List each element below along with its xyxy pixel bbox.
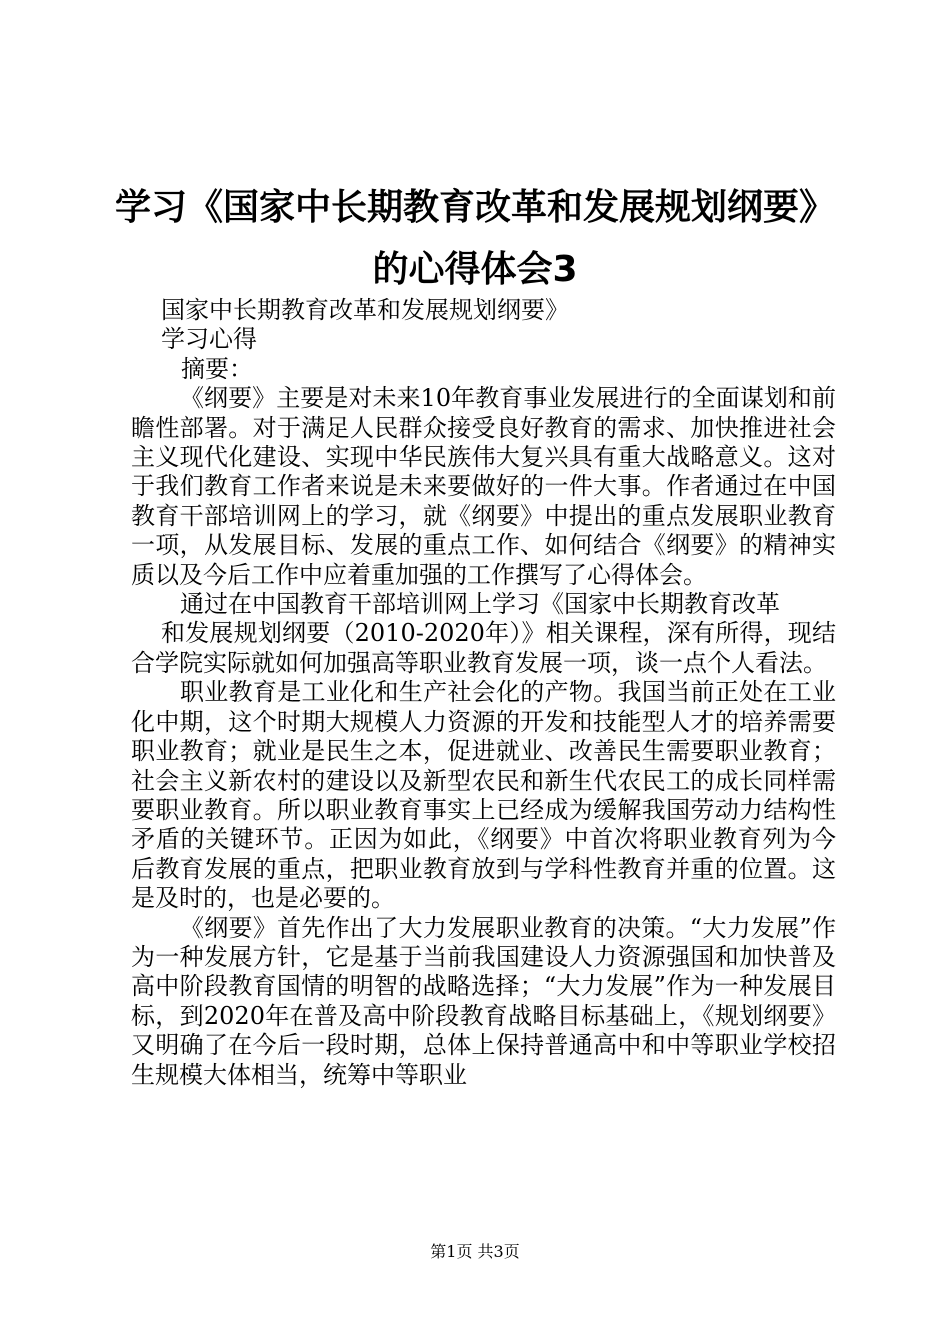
abstract-label: 摘要：: [181, 354, 253, 383]
paragraph: 《纲要》主要是对未来10年教育事业发展进行的全面谋划和前瞻性部署。对于满足人民群众接受良好教育的需求、加快推进社会主义现代化建设、实现中华民族伟大复兴具有重大战略意义。这对于我们教育工作者来说是未来要做好的一件大事。作者通过在中国教育干部培训网上的学习，就《纲要》中提出的重点发展职业教育一项，从发展目标、发展的重点工作、如何结合《纲要》的精神实质以及今后工作中应着重加强的工作撰写了心得体会。: [131, 384, 836, 589]
document-title-line-1: 学习《国家中长期教育改革和发展规划纲要》: [114, 187, 835, 228]
subtitle-line: 国家中长期教育改革和发展规划纲要》: [161, 296, 569, 324]
paragraph: 和发展规划纲要（2010-2020年）》相关课程，深有所得，现结合学院实际就如何加强高等职业教育发展一项，谈一点个人看法。: [131, 619, 836, 677]
paragraph: 通过在中国教育干部培训网上学习《国家中长期教育改革: [180, 590, 780, 619]
document-body: [131, 296, 836, 1090]
subtitle-line: 学习心得: [161, 325, 257, 354]
page-footer: 第1页 共3页: [430, 1242, 520, 1261]
paragraph: 职业教育是工业化和生产社会化的产物。我国当前正处在工业化中期，这个时期大规模人力资源的开发和技能型人才的培养需要职业教育；就业是民生之本，促进就业、改善民生需要职业教育；社会主义新农村的建设以及新型农民和新生代农民工的成长同样需要职业教育。所以职业教育事实上已经成为缓解我国劳动力结构性矛盾的关键环节。正因为如此，《纲要》中首次将职业教育列为今后教育发展的重点，把职业教育放到与学科性教育并重的位置。这是及时的，也是必要的。: [131, 678, 836, 913]
paragraph: 《纲要》首先作出了大力发展职业教育的决策。“大力发展”作为一种发展方针，它是基于当前我国建设人力资源强国和加快普及高中阶段教育国情的明智的战略选择；“大力发展”作为一种发展目标，到2020年在普及高中阶段教育战略目标基础上，《规划纲要》又明确了在今后一段时期，总体上保持普通高中和中等职业学校招生规模大体相当，统筹中等职业: [131, 913, 836, 1089]
document-title-line-2: 的心得体会3: [372, 249, 578, 290]
